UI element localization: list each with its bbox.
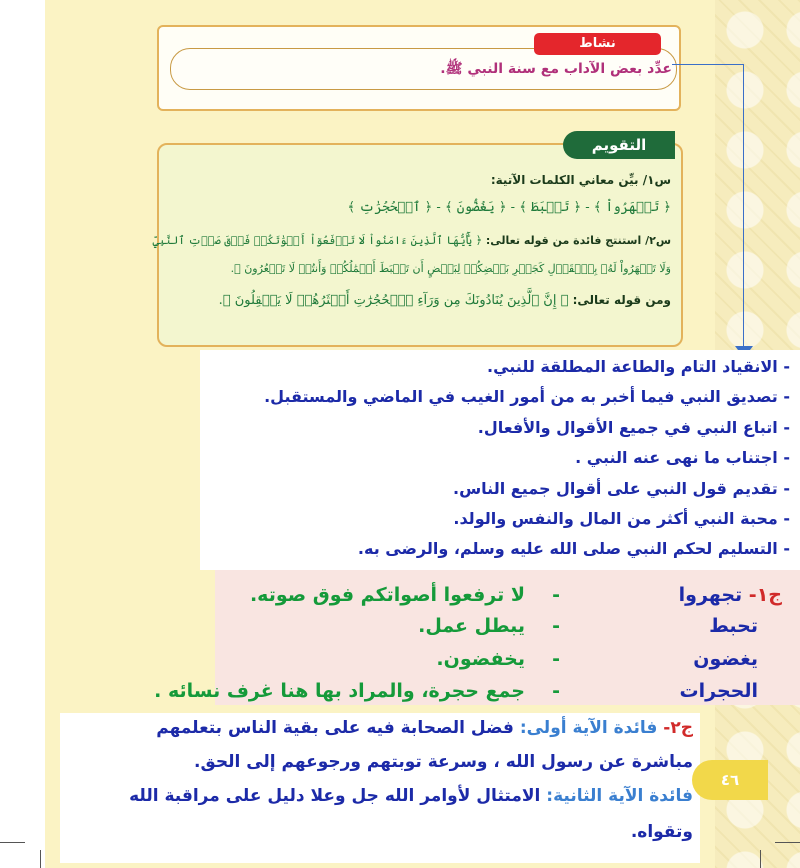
answer-1-word: يغضون	[693, 648, 758, 670]
answer-2-body-1: فضل الصحابة فيه على بقية الناس بتعلمهم	[156, 718, 514, 738]
answer-1-meaning: لا ترفعوا أصواتكم فوق صوته.	[249, 584, 525, 606]
activity-tab: نشاط	[534, 33, 661, 55]
question-2	[152, 234, 671, 247]
arrow-line-vertical	[743, 64, 744, 349]
question-2-verse-b: وَلَا تَجۡهَرُواْ لَهُۥ بِٱلۡقَوۡلِ كَجَهۡرِ بَعۡضِكُمۡ لِبَعۡضٍ أَن تَحۡبَطَ أَعۡمَٰلُكُمۡ وَأَنتُمۡ لَا تَشۡعُرُونَ ﴾.	[230, 262, 671, 275]
question-2-verse-a: ﴿ يَٰٓأَيُّهَا ٱلَّذِينَ ءَامَنُواْ لَا تَرۡفَعُوٓاْ أَصۡوَٰتَكُمۡ فَوۡقَ صَوۡتِ ٱلنَّبِيِّ	[152, 234, 483, 247]
activity-text: عدِّد بعض الآداب مع سنة النبي ﷺ.	[440, 61, 672, 77]
answer-list-item: - التسليم لحكم النبي صلى الله عليه وسلم، والرضى به.	[357, 539, 790, 558]
arrow-line-horizontal	[672, 64, 744, 65]
crop-mark	[760, 850, 761, 868]
answer-list-item: - تقديم قول النبي على أقوال جميع الناس.	[453, 479, 790, 498]
answer-list-item: - محبة النبي أكثر من المال والنفس والولد.	[453, 509, 790, 528]
answer-2-line-2: مباشرة عن رسول الله ، وسرعة توبتهم ورجوعهم إلى الحق.	[194, 752, 693, 772]
answer-1-row	[679, 584, 782, 606]
answer-1-word: تحبط	[709, 615, 758, 637]
answer-list-item: - تصديق النبي فيما أخبر به من أمور الغيب في الماضي والمستقبل.	[264, 387, 790, 406]
answer-2-line-4: وتقواه.	[630, 822, 693, 842]
answer-2-line-3	[68, 786, 693, 806]
answer-1-label: ج١-	[748, 584, 782, 606]
crop-mark	[775, 842, 800, 843]
answer-list-item: - الانقياد التام والطاعة المطلقة للنبي.	[486, 357, 790, 376]
answer-2-head-1: فائدة الآية أولى:	[519, 718, 658, 738]
answer-1-dash: -	[552, 584, 560, 606]
answer-1-dash: -	[552, 680, 560, 702]
answer-1-meaning: يبطل عمل.	[418, 615, 525, 637]
answer-1-word: تجهروا	[678, 584, 743, 606]
answer-1-meaning: يخفضون.	[436, 648, 525, 670]
answer-1-meaning: جمع حجرة، والمراد بها هنا غرف نسائه .	[154, 680, 525, 702]
answer-1-dash: -	[552, 648, 560, 670]
question-2-prefix: س٢/ استنتج فائدة من قوله تعالى:	[485, 234, 671, 247]
answer-2-line-1	[68, 718, 693, 738]
question-3-prefix: ومن قوله تعالى:	[572, 293, 671, 307]
answer-2-label: ج٢-	[663, 718, 693, 738]
page-margin	[0, 0, 45, 868]
answer-2-head-2: فائدة الآية الثانية:	[546, 786, 693, 806]
answer-1-word: الحجرات	[679, 680, 758, 702]
crop-mark	[0, 842, 25, 843]
question-3-verse: ﴿ إِنَّ ٱلَّذِينَ يُنَادُونَكَ مِن وَرَآءِ ٱلۡحُجُرَٰتِ أَكۡثَرُهُمۡ لَا يَعۡقِلُونَ ﴾.	[218, 293, 569, 308]
answer-list-item: - اجتناب ما نهى عنه النبي .	[575, 448, 790, 467]
crop-mark	[40, 850, 41, 868]
evaluation-tab: التقويم	[563, 131, 675, 159]
question-3	[165, 293, 681, 308]
question-1: س١/ بيِّن معاني الكلمات الآتية:	[490, 173, 671, 187]
answer-list-item: - اتباع النبي في جميع الأقوال والأفعال.	[477, 418, 790, 437]
answer-1-dash: -	[552, 615, 560, 637]
answer-2-body-2: الامتثال لأوامر الله جل وعلا دليل على مراقبة الله	[129, 786, 541, 806]
page-number: ٤٦	[692, 760, 768, 800]
question-1-words: ﴿ تَجۡهَرُواْ ﴾ - ﴿ تَحۡبَطَ ﴾ - ﴿ يَغُضُّونَ ﴾ - ﴿ ٱلۡحُجُرَٰتِ ﴾	[347, 200, 671, 215]
